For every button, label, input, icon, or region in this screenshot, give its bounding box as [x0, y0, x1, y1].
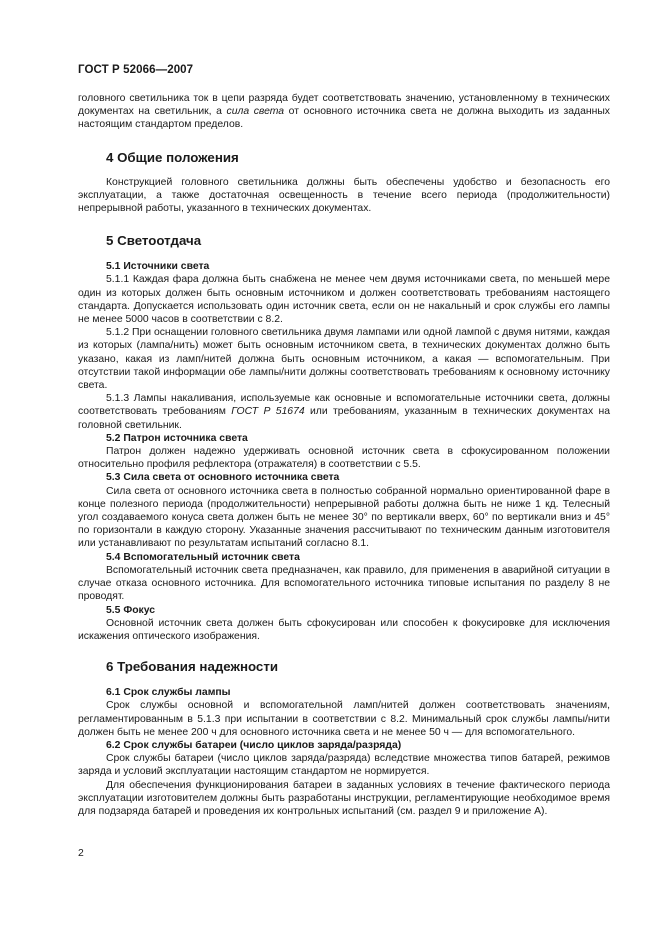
intro-paragraph	[78, 92, 610, 132]
clause-5-1-3-text-1: 5.1.3 Лампы накаливания, используемые как основные и вспомогательные источники света, должны соответствовать требованиям	[78, 393, 610, 418]
section-4-heading: 4 Общие положения	[106, 149, 239, 165]
clause-5-2: Патрон должен надежно удерживать основной источник света в сфокусированном положении относительно профиля рефлектора (отражателя) в соответствии с 5.5.	[78, 446, 610, 471]
intro-emphasis: сила света	[226, 106, 285, 118]
clause-6-2-b: Для обеспечения функционирования батареи в заданных условиях в течение фактического периода эксплуатации изготовителем должны быть разработаны инструкции, регламентирующие необходимое время для подзаряда батарей и проведения их контрольных испытаний (см. раздел 9 и приложение А).	[78, 779, 610, 817]
section-5-heading: 5 Светоотдача	[106, 233, 202, 249]
clause-5-4: Вспомогательный источник света предназначен, как правило, для применения в аварийной ситуации в случае отказа основного источника. Для вспомогательного источника типовые испытания по разделу 8 не проводят.	[78, 564, 610, 603]
subsection-6-1-heading: 6.1 Срок службы лампы	[106, 687, 231, 699]
intro-text-2: от основного источника света не должна выходить из заданных настоящим стандартом пределов.	[78, 106, 610, 131]
section-6-heading: 6 Требования надежности	[106, 659, 279, 675]
clause-5-1-3	[78, 392, 610, 432]
section-4-paragraph: Конструкцией головного светильника должны быть обеспечены удобство и безопасность его эксплуатации, а также достаточная освещенность в течение всего периода (продолжительности) непрерывной работы, указанного в технических документах.	[78, 176, 610, 215]
subsection-5-5-heading: 5.5 Фокус	[106, 604, 156, 616]
clause-5-3: Сила света от основного источника света в полностью собранной нормально ориентированной фаре в конце полезного периода (продолжительности) непрерывной работы должна быть не ниже 1 кд. Телесный угол создаваемого конуса света должен быть не менее 30° по вертикали вверх, 60° по вертикали вниз и 45° по горизонтали в каждую сторону. Указанные значения рассчитывают по техническим данным изготовителя или устанавливают по результатам испытаний согласно 8.1.	[78, 485, 610, 550]
clause-5-1-2: 5.1.2 При оснащении головного светильника двумя лампами или одной лампой с двумя нитями, каждая из которых (лампа/нить) может быть основным источником света, в технических документах должно быть указано, какая из ламп/нитей должна быть основным источником, а какая — вспомогательным. При отсутствии такой информации обе лампы/нити должны соответствовать требованиям к основному источнику света.	[78, 327, 610, 392]
clause-5-5: Основной источник света должен быть сфокусирован или способен к фокусировке для исключения искажения оптического изображения.	[78, 617, 610, 642]
subsection-6-2-heading: 6.2 Срок службы батареи (число циклов заряда/разряда)	[106, 739, 402, 751]
intro-text-1: головного светильника ток в цепи разряда будет соответствовать значению, установленному в технических документах на светильник, а	[78, 93, 610, 118]
document-code-header: ГОСТ Р 52066—2007	[78, 64, 194, 76]
subsection-5-3-heading: 5.3 Сила света от основного источника света	[106, 472, 340, 484]
subsection-5-2-heading: 5.2 Патрон источника света	[106, 432, 248, 444]
clause-6-2-a: Срок службы батареи (число циклов заряда/разряда) вследствие множества типов батарей, режимов заряда и условий эксплуатации настоящим стандартом не нормируется.	[78, 753, 610, 778]
page-number: 2	[78, 848, 84, 859]
clause-5-1-3-text-2: или требованиям, указанным в технических документах на головной светильник.	[78, 406, 610, 431]
standard-reference: ГОСТ Р 51674	[231, 406, 305, 418]
clause-5-1-1: 5.1.1 Каждая фара должна быть снабжена не менее чем двумя источниками света, по меньшей мере один из которых должен быть основным источником и должен соответствовать требованиям настоящего стандарта. Допускается использовать один источник света, если он не накальный и срок службы его лампы не менее 5000 часов в соответствии с 8.2.	[78, 274, 610, 326]
page-body	[78, 92, 610, 818]
subsection-5-1-heading: 5.1 Источники света	[106, 261, 210, 273]
clause-6-1: Срок службы основной и вспомогательной ламп/нитей должен соответствовать значениям, регламентированным в 5.1.3 при испытании в соответствии с 8.2. Минимальный срок службы лампы/нити должен быть не менее 200 ч для основного источника света и не менее 50 ч — для вспомогательного.	[78, 700, 610, 738]
subsection-5-4-heading: 5.4 Вспомогательный источник света	[106, 551, 300, 563]
